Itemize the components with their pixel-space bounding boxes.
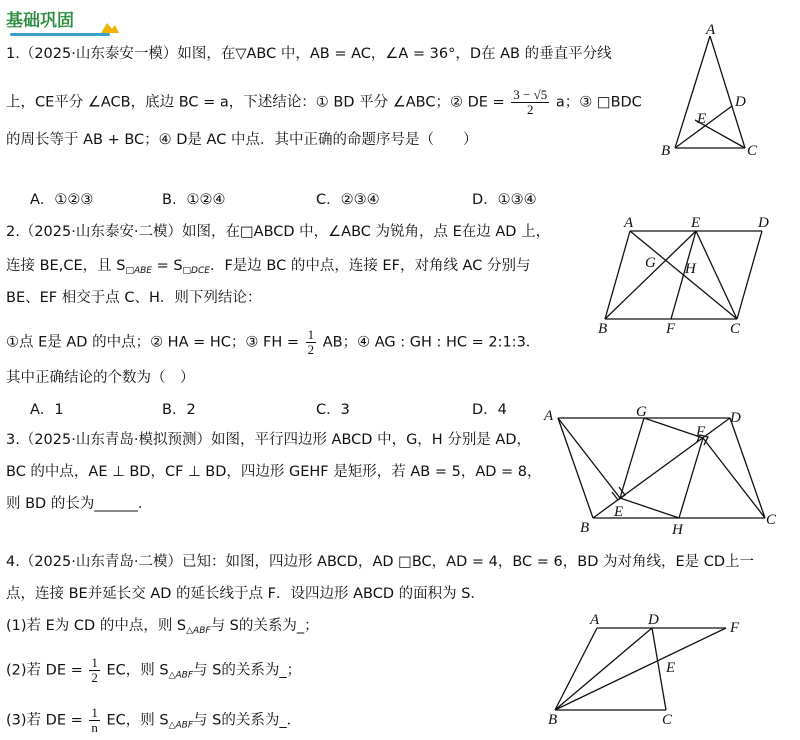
q2-line1: 2.（2025·山东泰安·二模）如图，在□ABCD 中，∠ABC 为锐角，点 E在边 AD 上， <box>6 224 551 240</box>
q4-line1: 4.（2025·山东青岛·二模）已知：如图，四边形 ABCD，AD □BC，AD = 4，BC = 6，BD 为对角线，E是 CD上一 <box>6 554 755 570</box>
q1-line2 <box>6 88 642 117</box>
q4-label-d: D <box>648 612 659 628</box>
q2-line4 <box>6 328 540 357</box>
q2-line4-b: AB；④ AG : GH : HC = 2:1:3． <box>322 334 541 351</box>
q2-line2-c: ．F是边 BC 的中点，连接 EF，对角线 AC 分别与 <box>209 258 531 274</box>
q1-option-a[interactable]: A．①②③ <box>30 192 94 208</box>
q1-label-c: C <box>747 143 758 159</box>
q1-line3: 的周长等于 AB + BC；④ D是 AC 中点．其中正确的命题序号是（ ） <box>6 132 478 148</box>
q4-part2 <box>6 656 301 686</box>
q2-option-b[interactable]: B．2 <box>162 402 196 418</box>
section-heading <box>6 6 118 36</box>
q4-line2: 点，连接 BE并延长交 AD 的延长线于点 F．设四边形 ABCD 的面积为 S． <box>6 586 485 602</box>
q4-part3-fraction <box>89 706 100 735</box>
q4-part3-c: 与 S的关系为_． <box>193 712 302 729</box>
q2-sub-abe: □ABE <box>125 266 152 276</box>
q1-label-a: A <box>706 22 716 38</box>
q2-label-h: H <box>685 261 696 277</box>
q3-line3: 则 BD 的长为______． <box>6 496 153 512</box>
mountain-icon <box>100 18 120 34</box>
q4-part3-b: EC，则 S <box>106 712 169 729</box>
q3-label-f: F <box>696 424 706 440</box>
q2-label-g: G <box>645 255 656 271</box>
q1-frac-den: 2 <box>527 102 534 117</box>
q2-option-d[interactable]: D．4 <box>472 402 507 418</box>
q4-part3-den: n <box>91 720 98 735</box>
section-title: 基础巩固 <box>6 11 74 31</box>
q4-label-a: A <box>590 612 600 628</box>
q4-part1-sub: △ABF <box>186 626 211 636</box>
q1-label-d: D <box>735 94 746 110</box>
q3-parallelogram-figure <box>540 400 790 540</box>
q4-label-c: C <box>662 712 673 728</box>
q2-line2 <box>6 256 530 281</box>
q4-part2-a: (2)若 DE = <box>6 662 83 679</box>
q2-label-e: E <box>691 215 701 231</box>
q1-option-c[interactable]: C．②③④ <box>316 192 380 208</box>
q3-line2: BC 的中点，AE ⊥ BD，CF ⊥ BD，四边形 GEHF 是矩形，若 AB = 5，AD = 8， <box>6 464 542 480</box>
q2-parallelogram-figure <box>590 205 780 340</box>
q2-line3: BE、EF 相交于点 C、H．则下列结论： <box>6 290 262 306</box>
q2-option-a[interactable]: A．1 <box>30 402 64 418</box>
q1-fraction <box>511 88 549 117</box>
q2-line4-a: ①点 E是 AD 的中点；② HA = HC；③ FH = <box>6 334 300 351</box>
q4-part2-sub: △ABF <box>168 670 193 681</box>
q2-option-c[interactable]: C．3 <box>316 402 350 418</box>
heading-underline <box>10 33 110 36</box>
q2-fraction <box>306 328 317 357</box>
q3-label-a: A <box>544 408 554 424</box>
q4-label-e: E <box>666 660 676 676</box>
q2-line2-b: = S <box>151 258 183 274</box>
q4-part1 <box>6 616 319 641</box>
q2-label-f: F <box>666 321 676 337</box>
q2-label-c: C <box>730 321 741 337</box>
q2-label-a: A <box>624 215 634 231</box>
q1-line2-b: a；③ □BDC <box>555 94 642 111</box>
q2-frac-den: 2 <box>307 342 315 357</box>
q2-label-b: B <box>598 321 608 337</box>
q2-line2-a: 连接 BE,CE，且 S <box>6 258 126 274</box>
q4-part3-num: 1 <box>91 705 98 720</box>
q4-part3-sub: △ABF <box>168 720 193 731</box>
q4-part1-a: (1)若 E为 CD 的中点，则 S <box>6 618 187 634</box>
q4-label-b: B <box>548 712 558 728</box>
q3-label-h: H <box>672 522 683 538</box>
q3-label-c: C <box>766 512 777 528</box>
q2-label-d: D <box>758 215 769 231</box>
q2-frac-num: 1 <box>307 327 315 342</box>
q4-part2-c: 与 S的关系为_； <box>193 662 302 679</box>
q1-line2-a: 上，CE平分 ∠ACB，底边 BC = a，下述结论：① BD 平分 ∠ABC；② DE = <box>6 94 505 111</box>
q2-line5: 其中正确结论的个数为（ ） <box>6 370 195 386</box>
q1-label-b: B <box>661 143 671 159</box>
q4-part3 <box>6 706 301 736</box>
q2-sub-dce: □DCE <box>182 266 210 276</box>
q3-label-e: E <box>614 504 624 520</box>
q1-line1: 1.（2025·山东泰安一模）如图，在▽ABC 中，AB = AC，∠A = 36°，D在 AB 的垂直平分线 <box>6 46 612 62</box>
q4-quadrilateral-figure <box>540 604 760 734</box>
q4-part2-b: EC，则 S <box>106 662 169 679</box>
q4-label-f: F <box>730 620 740 636</box>
q1-option-b[interactable]: B．①②④ <box>162 192 226 208</box>
q3-label-d: D <box>730 410 741 426</box>
q1-option-d[interactable]: D．①③④ <box>472 192 537 208</box>
q4-part2-den: 2 <box>91 670 98 685</box>
q1-frac-num: 3 − √5 <box>513 87 548 102</box>
q4-part2-fraction <box>89 656 100 685</box>
q4-part3-a: (3)若 DE = <box>6 712 83 729</box>
q3-line1: 3.（2025·山东青岛·模拟预测）如图，平行四边形 ABCD 中，G，H 分别是 AD， <box>6 432 532 448</box>
q3-label-b: B <box>580 520 590 536</box>
q3-label-g: G <box>636 404 647 420</box>
q1-label-e: E <box>697 111 707 127</box>
q4-part2-num: 1 <box>91 655 98 670</box>
q4-part1-b: 与 S的关系为_； <box>210 618 319 634</box>
q1-triangle-figure <box>655 20 765 160</box>
